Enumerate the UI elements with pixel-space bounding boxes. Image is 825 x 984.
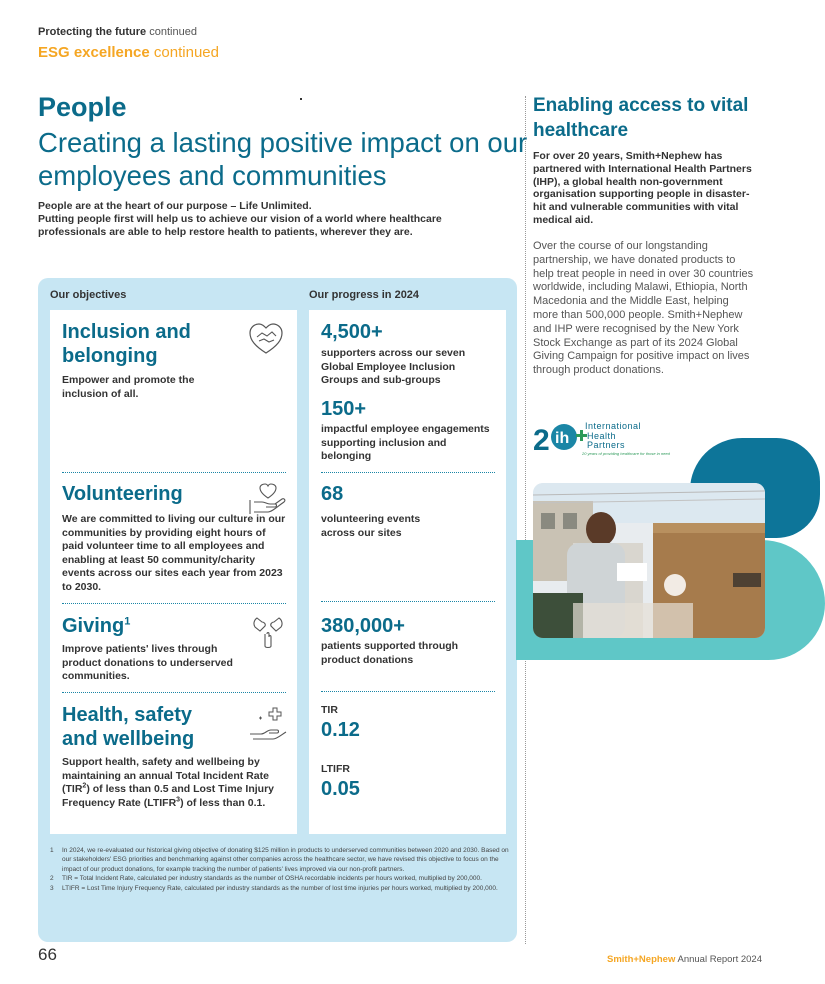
health-description-part-2: ) of less than 0.5 and Lost Time Injury Frequency Rate (LTIFR xyxy=(62,783,275,809)
inclusion-description: Empower and promote the inclusion of all. xyxy=(62,374,195,400)
intro-text xyxy=(38,200,508,239)
section-title xyxy=(38,44,219,61)
divider xyxy=(321,472,495,473)
page-subtitle: Creating a lasting positive impact on our employees and communities xyxy=(38,127,528,191)
column-separator xyxy=(525,96,526,944)
inclusion-title-line-2: belonging xyxy=(62,345,158,367)
inclusion-title xyxy=(62,320,191,368)
giving-title-text: Giving xyxy=(62,615,125,637)
intro-line-2: Putting people first will help us to achieve our vision of a world where healthcare professionals are able to help restore health to patients, wherever they are. xyxy=(38,213,442,238)
section-title-continued: continued xyxy=(149,44,219,61)
ltifr-label: LTIFR xyxy=(321,763,350,775)
footnote-number: 3 xyxy=(50,884,54,892)
health-description xyxy=(62,756,290,810)
decorative-dot xyxy=(300,98,302,100)
tir-value: 0.12 xyxy=(321,719,360,741)
footnote-text: LTIFR = Lost Time Injury Frequency Rate, calculated per industry standards as the number of lost time injuries per hours worked, multiplied by 200,000. xyxy=(62,884,498,892)
sidebar-body: Over the course of our longstanding partnership, we have donated products to help treat people in need in over 30 countries worldwide, including Malawi, Ethiopia, North Macedonia and the Middle East, helping more than 500,000 people. Smith+Nephew and IHP were recognised by the New York Stock Exchange as part of its 2024 Global Giving Campaign for positive impact on lives through product donations. xyxy=(533,240,754,377)
heart-hands-icon xyxy=(247,320,285,358)
footnote-number: 1 xyxy=(50,847,54,854)
intro-line-1: People are at the heart of our purpose – Life Unlimited. xyxy=(38,200,312,212)
tir-footnote-ref: 2 xyxy=(82,782,87,790)
giving-title xyxy=(62,614,130,638)
tir-label: TIR xyxy=(321,704,338,716)
health-title-line-1: Health, safety xyxy=(62,704,193,726)
footer-brand xyxy=(607,954,762,965)
sidebar-title: Enabling access to vital healthcare xyxy=(533,95,749,141)
volunteering-title: Volunteering xyxy=(62,483,183,505)
breadcrumb xyxy=(38,26,197,38)
footnotes xyxy=(50,846,510,893)
section-title-bold: ESG excellence xyxy=(38,44,150,61)
svg-text:ih: ih xyxy=(555,430,570,447)
page-number: 66 xyxy=(38,945,57,964)
page-title: People xyxy=(38,92,127,122)
giving-hands-icon xyxy=(250,614,286,650)
giving-footnote-ref: 1 xyxy=(124,615,131,628)
progress-box xyxy=(309,310,506,834)
divider xyxy=(62,603,286,604)
objectives-column-header: Our objectives xyxy=(50,289,127,301)
footnote-number: 2 xyxy=(50,875,54,883)
health-description-part-1: Support health, safety and wellbeing by maintaining an annual Total Incident Rate (TIR xyxy=(62,756,269,795)
ihp-logo-line-1: International xyxy=(585,421,642,431)
footnote-text: In 2024, we re-evaluated our historical giving objective of donating $125 million in products to underserved communities between 2020 and 2030. Based on our stakeholders' ESG priorities and benchmarking against other companies across the healthcare sector, we have revised this objective to focus on the impact of our product donations, for example tracking the number of patients' lives improved via our non-profit partners. xyxy=(62,847,509,873)
sidebar-intro: For over 20 years, Smith+Nephew has partnered with International Health Partners (IHP), a global health non-government organisation supporting people in disaster-hit and vulnerable communities with vital medical aid. xyxy=(533,150,752,226)
health-title xyxy=(62,703,194,751)
footnote xyxy=(50,846,510,874)
volunteering-description: We are committed to living our culture in our communities by providing eight hours of paid volunteer time to all employees and enabling at least 50 community/charity events across our sites each year from 2023 to 2030. xyxy=(62,513,286,593)
health-title-line-2: and wellbeing xyxy=(62,728,195,750)
ihp-logo-text xyxy=(585,422,641,451)
breadcrumb-continued: continued xyxy=(146,26,197,38)
hand-heart-icon xyxy=(248,482,288,516)
breadcrumb-section: Protecting the future xyxy=(38,26,147,38)
ltifr-footnote-ref: 3 xyxy=(176,796,181,803)
ltifr-value: 0.05 xyxy=(321,778,360,800)
inclusion-title-line-1: Inclusion and xyxy=(62,321,191,343)
inclusion-metric-2-description: impactful employee engagements supporting inclusion and belonging xyxy=(321,423,490,462)
ihp-logo-line-2: Health xyxy=(587,430,617,441)
medical-cross-hand-icon xyxy=(247,704,289,742)
divider xyxy=(321,601,495,602)
footnote xyxy=(50,874,510,883)
volunteering-metric-value: 68 xyxy=(321,483,344,505)
volunteer-photo xyxy=(533,483,765,638)
report-name: Annual Report 2024 xyxy=(675,954,762,965)
svg-text:2: 2 xyxy=(533,424,550,457)
ihp-logo-line-3: Partners xyxy=(587,440,626,450)
inclusion-metric-1-value: 4,500+ xyxy=(321,321,383,343)
giving-description: Improve patients' lives through product donations to underserved communities. xyxy=(62,643,233,682)
ihp-logo-tagline: 20 years of providing healthcare for those in need xyxy=(582,451,670,456)
brand-name: Smith+Nephew xyxy=(607,954,676,965)
giving-metric-description: patients supported through product donations xyxy=(321,640,459,666)
health-description-part-3: ) of less than 0.1. xyxy=(180,796,266,809)
divider xyxy=(62,692,286,693)
progress-column-header: Our progress in 2024 xyxy=(309,289,420,301)
footnote-text: TIR = Total Incident Rate, calculated per industry standards as the number of OSHA recordable incidents per hours worked, multiplied by 200,000. xyxy=(62,875,482,883)
inclusion-metric-2-value: 150+ xyxy=(321,398,367,420)
inclusion-metric-1-description: supporters across our seven Global Employee Inclusion Groups and sub-groups xyxy=(321,347,466,386)
divider xyxy=(321,691,495,692)
footnote xyxy=(50,884,510,893)
giving-metric-value: 380,000+ xyxy=(321,615,405,637)
volunteering-metric-description: volunteering events across our sites xyxy=(321,513,421,539)
divider xyxy=(62,472,286,473)
